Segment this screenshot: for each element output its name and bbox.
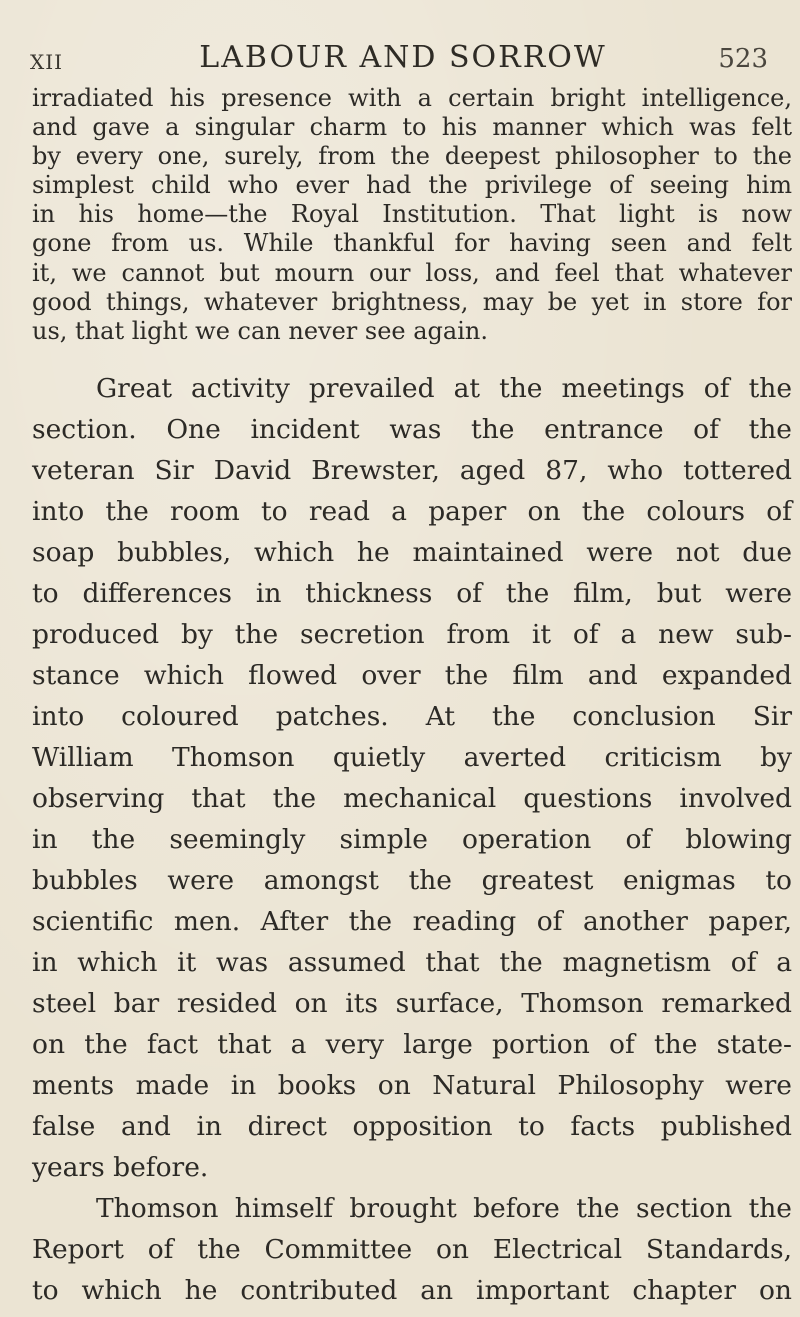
text-line: it, we cannot but mourn our loss, and feel that whatever — [32, 258, 792, 287]
text-line: good things, whatever brightness, may be yet in store for — [32, 287, 792, 316]
paragraph-1 — [32, 84, 792, 346]
text-line: stance which flowed over the film and expanded — [32, 660, 792, 691]
text-line: observing that the mechanical questions involved — [32, 783, 792, 814]
text-line: in his home—the Royal Institution. That light is now — [32, 200, 792, 229]
text-line: irradiated his presence with a certain bright intelligence, — [32, 84, 792, 112]
text-line: into coloured patches. At the conclusion Sir — [32, 701, 792, 732]
text-line: false and in direct opposition to facts published — [32, 1111, 792, 1142]
text-line: in the seemingly simple operation of blowing — [32, 824, 792, 855]
text-line: William Thomson quietly averted criticism by — [32, 742, 792, 773]
text-line: into the room to read a paper on the colours of — [32, 496, 792, 527]
text-line: and gave a singular charm to his manner which was felt — [32, 113, 792, 142]
text-line: bubbles were amongst the greatest enigmas to — [32, 865, 792, 896]
text-line: section. One incident was the entrance of the — [32, 414, 792, 445]
text-line: Great activity prevailed at the meetings of the — [96, 373, 792, 404]
text-line: years before. — [32, 1152, 209, 1183]
text-line: on the fact that a very large portion of the state- — [32, 1029, 792, 1060]
text-line: Thomson himself brought before the section the — [96, 1193, 792, 1224]
running-head — [30, 40, 776, 80]
page-number: 523 — [718, 44, 768, 74]
text-line: gone from us. While thankful for having seen and felt — [32, 229, 792, 258]
text-line: veteran Sir David Brewster, aged 87, who tottered — [32, 455, 792, 486]
text-line: ments made in books on Natural Philosophy were — [32, 1070, 792, 1101]
text-line: produced by the secretion from it of a new sub- — [32, 619, 792, 650]
text-line: simplest child who ever had the privilege of seeing him — [32, 171, 792, 200]
running-title: LABOUR AND SORROW — [199, 40, 607, 75]
chapter-number: XII — [30, 50, 64, 74]
text-line: soap bubbles, which he maintained were not due — [32, 537, 792, 568]
text-line: by every one, surely, from the deepest philosopher to the — [32, 142, 792, 171]
text-line: in which it was assumed that the magnetism of a — [32, 947, 792, 978]
paragraph-2 — [32, 368, 792, 1311]
text-line: steel bar resided on its surface, Thomson remarked — [32, 988, 792, 1019]
text-line: to which he contributed an important chapter on — [32, 1275, 792, 1306]
text-line: Report of the Committee on Electrical Standards, — [32, 1234, 792, 1265]
text-line: to differences in thickness of the film, but were — [32, 578, 792, 609]
text-line: us, that light we can never see again. — [32, 316, 488, 345]
text-line: scientific men. After the reading of another paper, — [32, 906, 792, 937]
